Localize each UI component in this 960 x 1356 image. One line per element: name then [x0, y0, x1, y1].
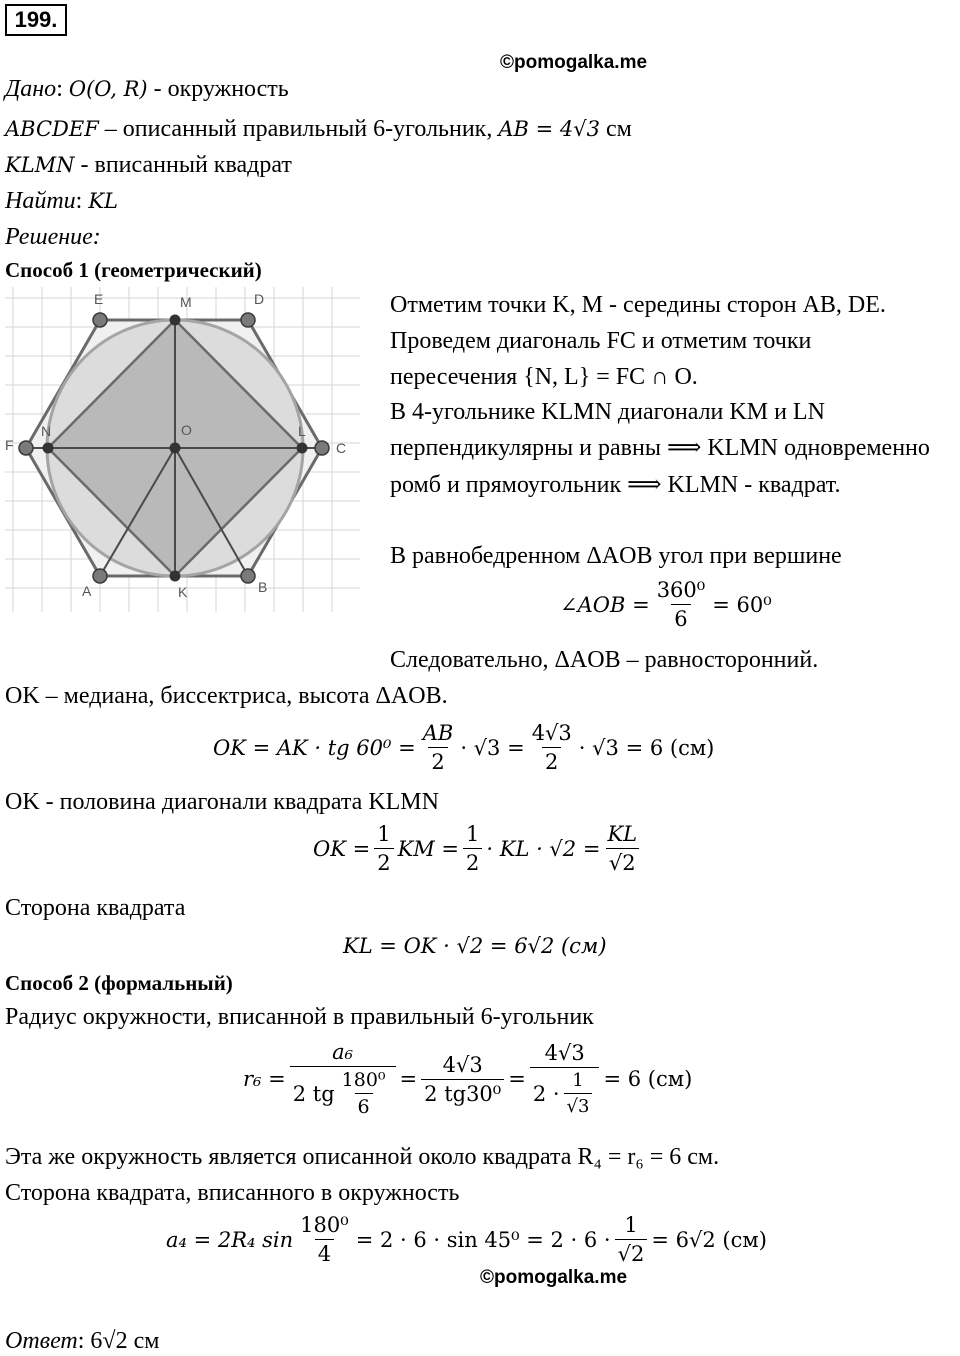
answer-line: Ответ: 6√2 см [5, 1328, 160, 1354]
find-line: Найти: KL [5, 188, 118, 214]
formula-ok1: OK = AK · tg 60⁰ = $\frac{AB}{2}$ · √3 = $\frac{4√3}{2}$ · √3 = 6 (см) [213, 721, 715, 774]
given-square-math: KLMN [5, 153, 75, 177]
m1-line11: Сторона квадрата [5, 895, 186, 921]
m2-line1: Радиус окружности, вписанной в правильный 6-угольник [5, 1004, 594, 1030]
m2-line3: Сторона квадрата, вписанного в окружность [5, 1180, 460, 1206]
formula-a4: a₄ = 2R₄ sin $\frac{\text{180⁰}}{4}$ = 2 · 6 · sin 45⁰ = 2 · 6 · $\frac{1}{√2}$ = 6√2 (см) [166, 1213, 767, 1266]
given-line3 [5, 150, 292, 180]
label-B: B [258, 579, 268, 595]
label-C: C [336, 440, 347, 456]
given-square-text: - вписанный квадрат [74, 152, 292, 178]
answer-label: Ответ [5, 1328, 78, 1354]
problem-number: 199. [5, 4, 67, 36]
m1-line6: ромб и прямоугольник ⟹ KLMN - квадрат. [390, 472, 841, 498]
given-hex-side: AB = 4√3 [498, 117, 600, 141]
given-hex-text: – описанный правильный 6-угольник, [98, 116, 499, 142]
given-line2 [5, 114, 632, 144]
label-A: A [82, 583, 92, 599]
formula-aob: ∠AOB = $\frac{\text{360⁰}}{6}$ = 60⁰ [560, 578, 772, 631]
m1-line10: OK - половина диагонали квадрата KLMN [5, 789, 439, 815]
hexagon-figure [5, 287, 360, 612]
m1-line4: В 4-угольнике KLMN диагонали KM и LN [390, 399, 825, 425]
label-N: N [41, 423, 52, 439]
formula-r6: r₆ = a₆ 2 tg $\frac{\text{180⁰}}{6}$ = $\frac{4√3}{\text{2 tg30⁰}}$ = 4√3 2 · $\frac{1}{√3}$ = 6 (см) [243, 1040, 693, 1118]
given-line1: Дано: O(O, R) - окружность [5, 76, 289, 102]
label-M: M [180, 294, 192, 310]
formula-ok2: OK = $\frac{1}{2}$ KM = $\frac{1}{2}$ · KL · √2 = $\frac{KL}{√2}$ [313, 822, 638, 875]
answer-value: 6√2 см [90, 1328, 160, 1354]
m1-line2: Проведем диагональ FC и отметим точки [390, 328, 812, 354]
given-hex-unit: см [600, 116, 632, 142]
method1-title: Способ 1 (геометрический) [5, 258, 262, 282]
watermark-bottom: ©pomogalka.me [480, 1267, 628, 1288]
given-circle-text: - окружность [147, 76, 289, 102]
label-K: K [178, 584, 188, 600]
label-O: O [181, 422, 192, 438]
label-D: D [254, 291, 265, 307]
given-hex-math: ABCDEF [5, 117, 99, 141]
formula-kl: KL = OK · √2 = 6√2 (см) [343, 934, 607, 958]
given-label: Дано [5, 76, 57, 102]
find-label: Найти [5, 188, 76, 214]
watermark-top: ©pomogalka.me [500, 52, 648, 73]
label-L: L [298, 423, 306, 439]
given-circle-math: O(O, R) [68, 77, 148, 101]
m1-line3: пересечения {N, L} = FC ∩ O. [390, 364, 698, 390]
solution-label: Решение: [5, 224, 101, 250]
find-value: KL [88, 189, 118, 213]
m1-line5: перпендикулярны и равны ⟹ KLMN одновременно [390, 435, 930, 461]
label-E: E [94, 291, 104, 307]
label-F: F [5, 437, 14, 453]
m1-line1: Отметим точки K, M - середины сторон AB, DE. [390, 292, 886, 318]
m1-line9: OK – медиана, биссектриса, высота ΔAOB. [5, 683, 448, 709]
method2-title: Способ 2 (формальный) [5, 971, 233, 995]
m1-line8: Следовательно, ΔAOB – равносторонний. [390, 647, 819, 673]
m1-line7: В равнобедренном ΔAOB угол при вершине [390, 543, 842, 569]
m2-line2: Эта же окружность является описанной около квадрата R₄ = r₆ = 6 см. [5, 1144, 720, 1170]
